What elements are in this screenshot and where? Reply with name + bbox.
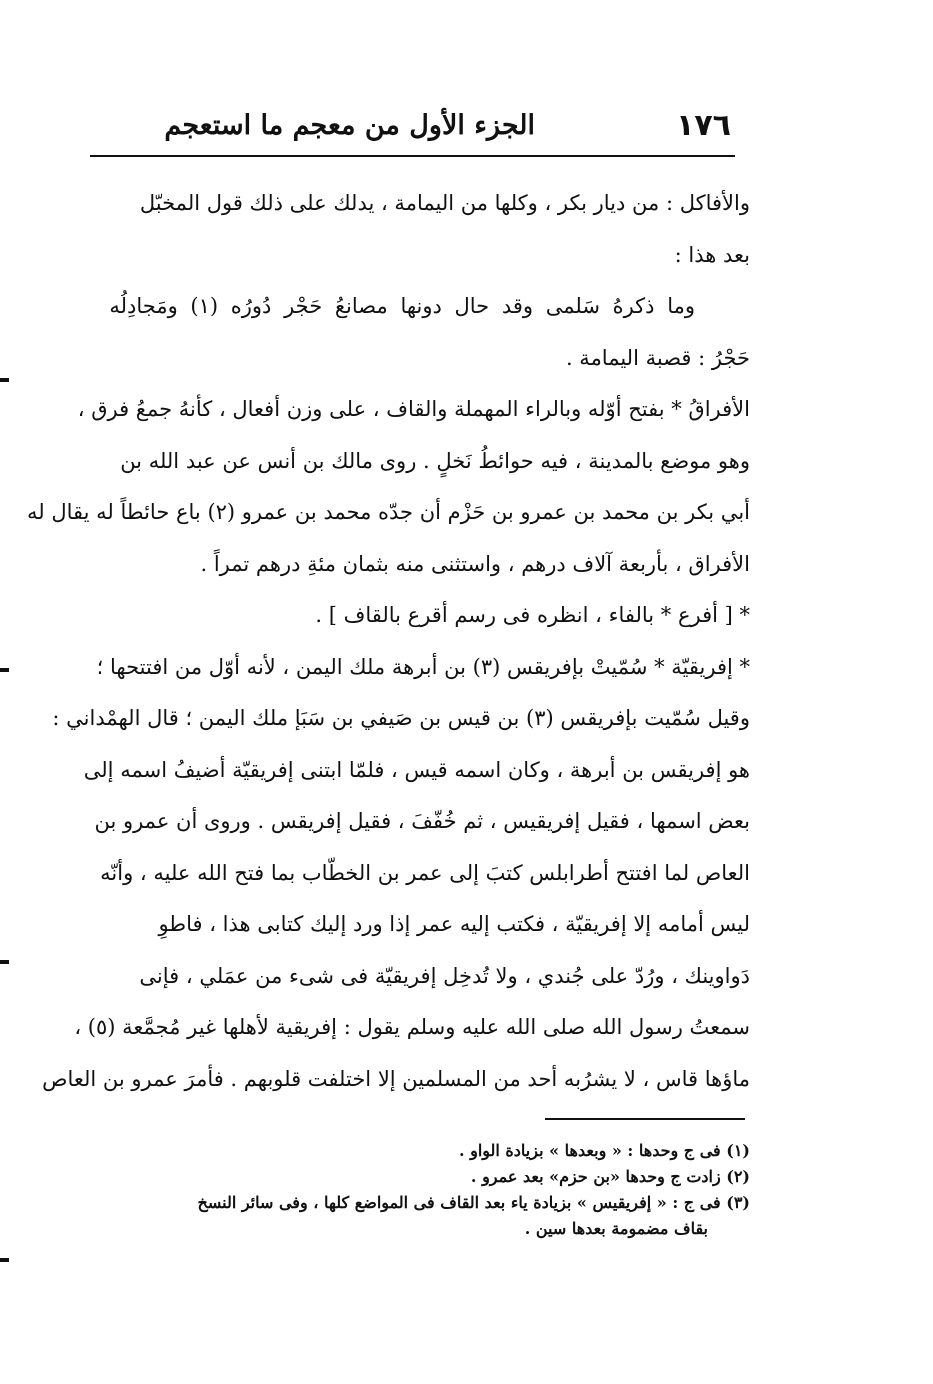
scan-edge-mark: [0, 1258, 9, 1262]
verse-line: وما ذكرهُ سَلمى وقد حال دونها مصانعُ حَجْر دُورُه (١) ومَجادِلُه: [109, 294, 695, 318]
footnote-rule: [545, 1118, 745, 1120]
entry-line: * إفريقيّة * سُمّيتْ بإفريقس (٣) بن أبرهة ملك اليمن ، لأنه أوّل من افتتحها ؛: [96, 654, 750, 679]
text-line: العاص لما افتتح أطرابلس كتبَ إلى عمر بن الخطّاب بما فتح الله عليه ، وأنّه: [100, 860, 750, 885]
footnote-line: بقاف مضمومة بعدها سين .: [524, 1219, 708, 1238]
text-line: هو إفريقس بن أبرهة ، وكان اسمه قيس ، فلمّا ابتنى إفريقيّة أضيفُ اسمه إلى: [83, 757, 750, 782]
text-line: دَواوينك ، ورُدّ على جُندي ، ولا تُدخِل إفريقيّة فى شىء من عمَلي ، فإنى: [139, 963, 750, 988]
running-title: الجزء الأول من معجم ما استعجم: [164, 110, 535, 141]
footnote-line: (٢) زادت ج وحدها «بن حزم» بعد عمرو .: [470, 1167, 750, 1186]
footnote-line: (٣) فى ج : « إفريقيس » بزيادة ياء بعد القاف فى المواضع كلها ، وفى سائر النسخ: [197, 1193, 750, 1212]
text-line: بعد هذا :: [674, 242, 750, 267]
text-line: وهو موضع بالمدينة ، فيه حوائطُ نَخلٍ . روى مالك بن أنس عن عبد الله بن: [120, 448, 750, 473]
footnotes: [90, 1138, 750, 1242]
text-line: والأفاكل : من ديار بكر ، وكلها من اليمامة ، يدلك على ذلك قول المخبّل: [139, 191, 750, 215]
scan-edge-mark: [0, 960, 9, 964]
text-line: أبي بكر بن محمد بن عمرو بن حَزْم أن جدّه محمد بن عمرو (٢) باع حائطاً له يقال له: [27, 500, 750, 524]
text-line: الأفراق ، بأربعة آلاف درهم ، واستثنى منه بثمان مئةِ درهم تمراً .: [200, 551, 750, 576]
page-header: [90, 100, 735, 160]
text-line: سمعتُ رسول الله صلى الله عليه وسلم يقول : إفريقية لأهلها غير مُجمَّعة (٥) ،: [74, 1015, 750, 1039]
scan-edge-mark: [0, 378, 9, 382]
entry-line: الأفراقُ * بفتح أوّله وبالراء المهملة والقاف ، على وزن أفعال ، كأنهُ جمعُ فرق ،: [77, 397, 750, 421]
text-line: ليس أمامه إلا إفريقيّة ، فكتب إليه عمر إذا ورد إليك كتابى هذا ، فاطوِ: [158, 912, 750, 936]
footnote-line: (١) فى ج وحدها : « وبعدها » بزيادة الواو .: [458, 1141, 750, 1160]
page-number: ١٧٦: [676, 108, 731, 143]
scan-edge-mark: [0, 668, 9, 672]
text-line: وقيل سُمّيت بإفريقس (٣) بن قيس بن صَيفي بن سَبَإ ملك اليمن ؛ قال الهمْداني :: [52, 706, 750, 730]
entry-line: * [ أفرع * بالفاء ، انظره فى رسم أقرع بالقاف ] .: [315, 603, 750, 627]
text-line: حَجْرُ : قصبة اليمامة .: [565, 345, 750, 370]
main-text: [27, 178, 750, 1105]
text-line: بعض اسمها ، فقيل إفريقيس ، ثم خُفّفَ ، فقيل إفريقس . وروى أن عمرو بن: [94, 809, 750, 833]
text-line: ماؤها قاس ، لا يشرُبه أحد من المسلمين إلا اختلفت قلوبهم . فأمرَ عمرو بن العاص: [42, 1066, 750, 1091]
header-rule: [90, 155, 735, 157]
